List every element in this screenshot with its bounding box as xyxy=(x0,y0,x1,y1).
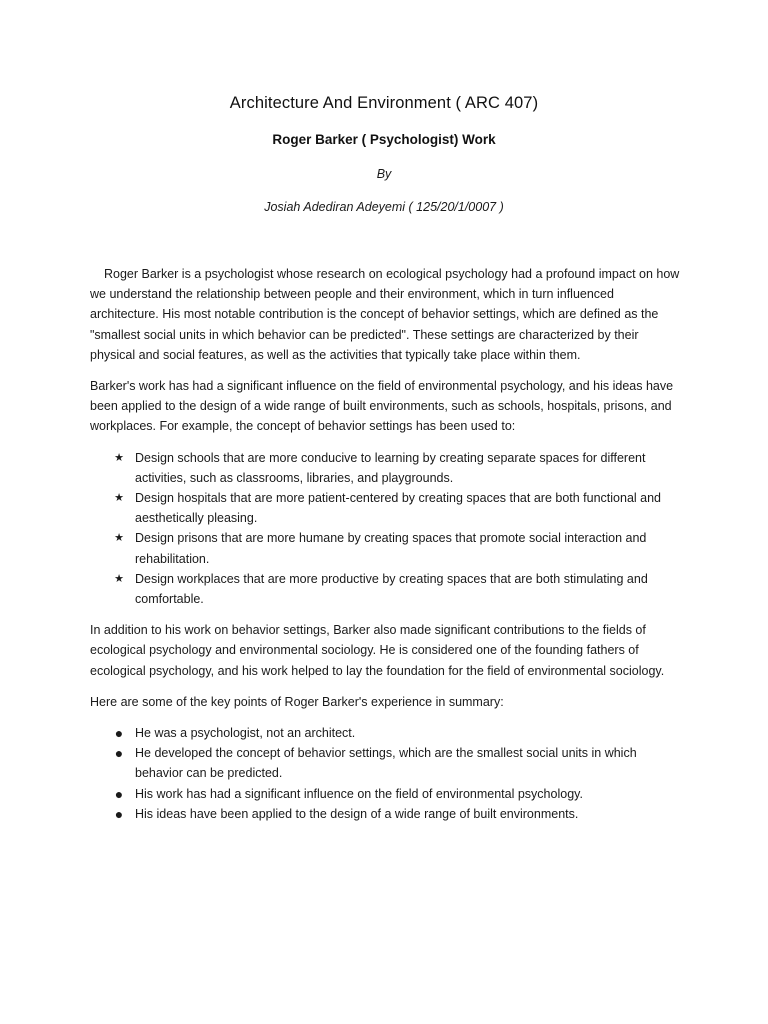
paragraph-contributions: In addition to his work on behavior settings, Barker also made significant contributions to the fields of ecological psychology and environmental sociology. He is considered one of the founding fathers of ecological psychology, and his work helped to lay the foundation for the field of environmental sociology. xyxy=(90,623,665,678)
list-item xyxy=(90,448,680,488)
star-bullet-list xyxy=(90,448,680,610)
list-item-text: Design prisons that are more humane by creating spaces that promote social interaction and rehabilitation. xyxy=(135,531,647,566)
dot-bullet-icon: ● xyxy=(114,745,124,762)
list-item-text: Design workplaces that are more productive by creating spaces that are both stimulating and comfortable. xyxy=(135,571,648,607)
star-bullet-icon: ★ xyxy=(114,532,124,545)
list-item xyxy=(90,528,680,568)
document-body xyxy=(90,264,680,835)
list-item-text: He was a psychologist, not an architect. xyxy=(135,726,356,741)
dot-bullet-icon: ● xyxy=(114,785,124,802)
dot-bullet-icon: ● xyxy=(114,805,124,822)
list-item xyxy=(90,488,680,528)
document-title: Architecture And Environment ( ARC 407) xyxy=(229,94,539,112)
list-item xyxy=(90,569,680,609)
star-bullet-icon: ★ xyxy=(114,492,124,505)
paragraph-summary-intro: Here are some of the key points of Roger Barker's experience in summary: xyxy=(90,694,504,709)
list-item xyxy=(90,804,680,824)
dot-bullet-list xyxy=(90,723,680,824)
paragraph-intro: Roger Barker is a psychologist whose research on ecological psychology had a profound impact on how we understand the relationship between people and their environment, which in turn influenced architecture. His most notable contribution is the concept of behavior settings, which are defined as the "smallest social units in which behavior can be predicted". These settings are characterized by their physical and social features, as well as the activities that typically take place within them. xyxy=(90,267,680,362)
list-item-text: His work has had a significant influence on the field of environmental psychology. xyxy=(135,786,583,801)
by-label: By xyxy=(376,167,392,181)
document-subtitle: Roger Barker ( Psychologist) Work xyxy=(272,132,496,147)
list-item-text: Design hospitals that are more patient-centered by creating spaces that are both functional and aesthetically pleasing. xyxy=(135,491,662,526)
author-line: Josiah Adediran Adeyemi ( 125/20/1/0007 ) xyxy=(264,200,504,214)
list-item xyxy=(90,723,680,743)
star-bullet-icon: ★ xyxy=(114,451,124,464)
list-item xyxy=(90,784,680,804)
list-item-text: He developed the concept of behavior settings, which are the smallest social units in which behavior can be predicted. xyxy=(135,746,637,781)
list-item-text: His ideas have been applied to the design of a wide range of built environments. xyxy=(135,806,579,821)
star-bullet-icon: ★ xyxy=(114,572,124,585)
list-item-text: Design schools that are more conducive to learning by creating separate spaces for different activities, such as classrooms, libraries, and playgrounds. xyxy=(135,450,646,485)
paragraph-influence: Barker's work has had a significant influence on the field of environmental psychology, and his ideas have been applied to the design of a wide range of built environments, such as schools, hospitals, prisons, and workplaces. For example, the concept of behavior settings has been used to: xyxy=(90,379,674,434)
dot-bullet-icon: ● xyxy=(114,725,124,742)
list-item xyxy=(90,743,680,783)
